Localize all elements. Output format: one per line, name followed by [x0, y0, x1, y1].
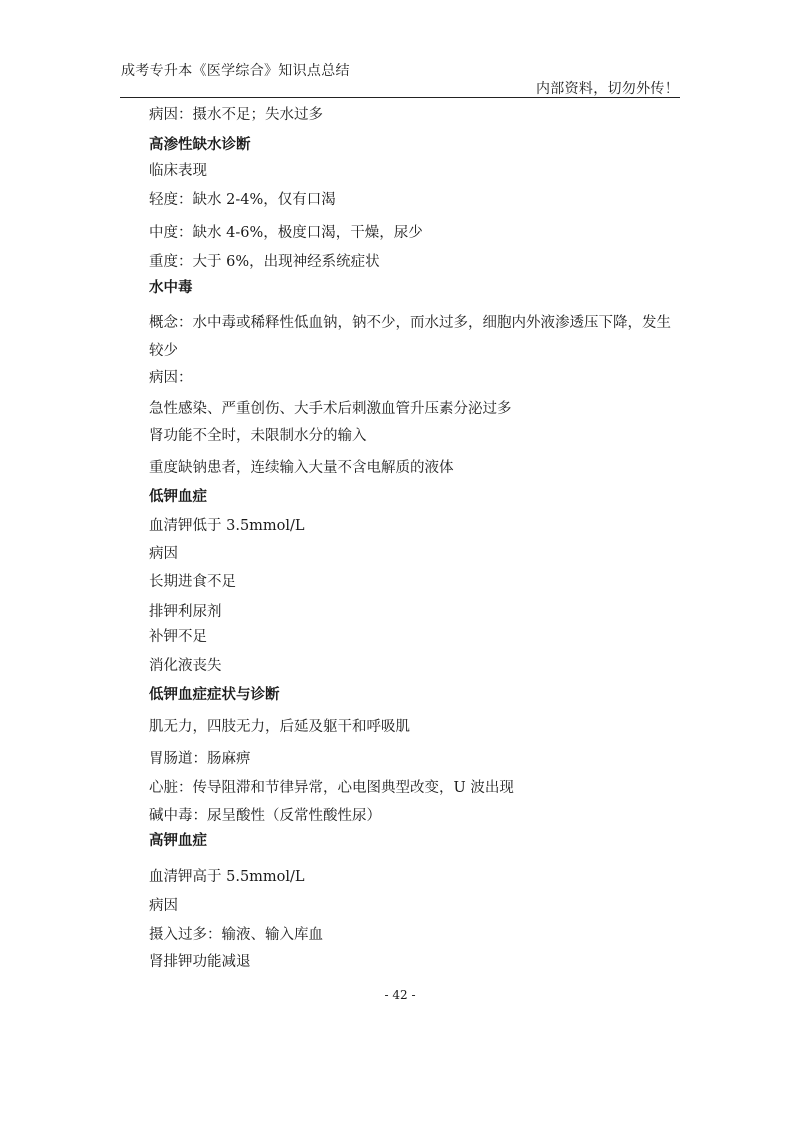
text-line: 临床表现 — [149, 163, 207, 179]
header-divider — [120, 97, 680, 98]
confidential-notice: 内部资料，切勿外传！ — [536, 81, 679, 97]
text-line: 轻度：缺水 2-4%，仅有口渴 — [149, 192, 336, 208]
text-line: 病因：摄水不足；失水过多 — [149, 107, 323, 123]
text-line: 肌无力，四肢无力，后延及躯干和呼吸肌 — [149, 719, 410, 735]
text-line: 病因： — [149, 370, 193, 386]
text-line: 胃肠道：肠麻痹 — [149, 751, 251, 767]
text-line: 血清钾高于 5.5mmol/L — [149, 869, 305, 885]
text-line: 补钾不足 — [149, 629, 207, 645]
text-line: 中度：缺水 4-6%，极度口渴，干燥，尿少 — [149, 225, 423, 241]
text-line: 较少 — [149, 343, 178, 359]
text-line: 摄入过多：输液、输入库血 — [149, 927, 323, 943]
section-heading: 低钾血症 — [149, 489, 207, 505]
text-line: 概念：水中毒或稀释性低血钠，钠不少，而水过多，细胞内外液渗透压下降，发生 — [149, 315, 671, 331]
section-heading: 高钾血症 — [149, 833, 207, 849]
text-line: 排钾利尿剂 — [149, 604, 222, 620]
text-line: 血清钾低于 3.5mmol/L — [149, 518, 305, 534]
section-heading: 高渗性缺水诊断 — [149, 137, 251, 153]
text-line: 长期进食不足 — [149, 574, 236, 590]
section-heading: 低钾血症症状与诊断 — [149, 687, 280, 703]
text-line: 病因 — [149, 546, 178, 562]
document-header-title: 成考专升本《医学综合》知识点总结 — [121, 63, 350, 79]
page-number: - 42 - — [384, 988, 416, 1002]
text-line: 急性感染、严重创伤、大手术后刺激血管升压素分泌过多 — [149, 401, 512, 417]
text-line: 病因 — [149, 898, 178, 914]
text-line: 碱中毒：尿呈酸性（反常性酸性尿） — [149, 808, 381, 824]
text-line: 肾排钾功能减退 — [149, 954, 251, 970]
text-line: 心脏：传导阻滞和节律异常，心电图典型改变，U 波出现 — [149, 780, 514, 796]
text-line: 重度：大于 6%，出现神经系统症状 — [149, 254, 380, 270]
text-line: 肾功能不全时，未限制水分的输入 — [149, 428, 367, 444]
text-line: 重度缺钠患者，连续输入大量不含电解质的液体 — [149, 460, 454, 476]
text-line: 消化液丧失 — [149, 658, 222, 674]
section-heading: 水中毒 — [149, 280, 193, 296]
